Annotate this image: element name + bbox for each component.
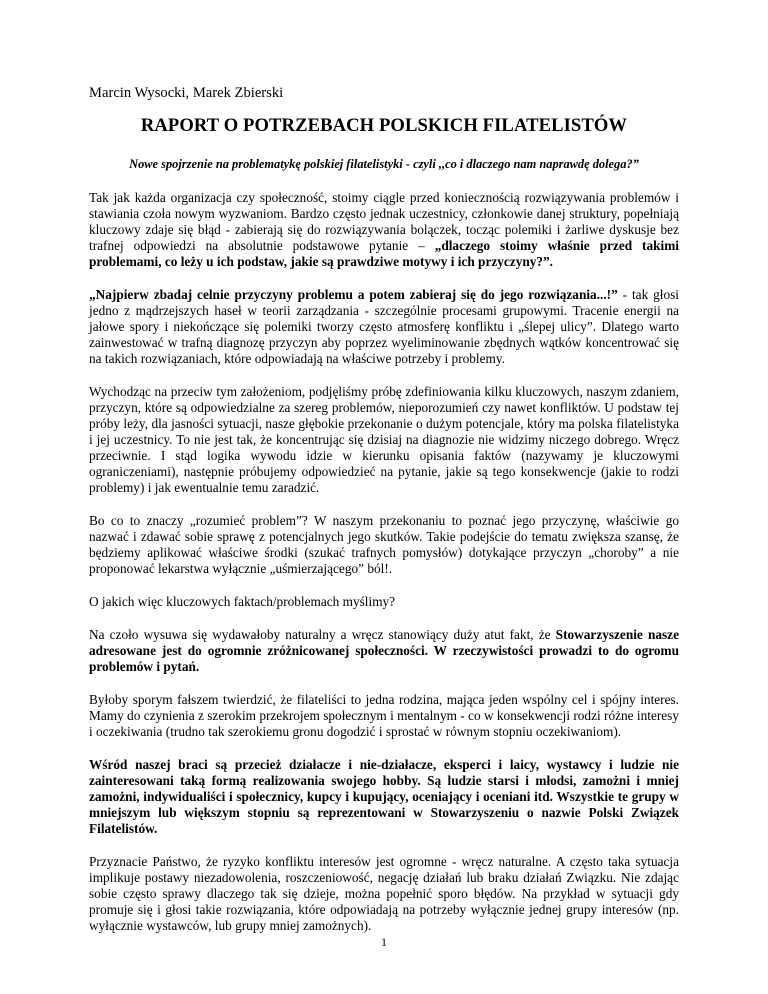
authors-line: Marcin Wysocki, Marek Zbierski <box>89 85 284 101</box>
paragraph-6-bold: Stowarzyszenie nasze adresowane jest do ogromnie zróżnicowanej społeczności. W rzeczywistości prowadzi to do ogromu problemów i pytań. <box>89 627 679 674</box>
paragraph-1 <box>89 190 679 270</box>
page-number: 1 <box>381 935 387 949</box>
paragraph-4: Bo co to znaczy „rozumieć problem”? W naszym przekonaniu to poznać jego przyczynę, właściwie go nazwać i zdawać sobie sprawę z potencjalnych jego skutków. Takie podejście do tematu zwiększa szansę, że będziemy aplikować właściwe środki (szukać trafnych pomysłów) dotykające przyczyn „choroby” a nie proponować lekarstwa wyłącznie „uśmierzającego” ból!. <box>89 513 679 576</box>
paragraph-2-bold: „Najpierw zbadaj celnie przyczyny problemu a potem zabieraj się do jego rozwiązania...!” <box>89 287 618 302</box>
paragraph-1-bold: „dlaczego stoimy właśnie przed takimi problemami, co leży u ich podstaw, jakie są prawdziwe motywy i ich przyczyny?”. <box>89 238 679 269</box>
paragraph-8: Wśród naszej braci są przecież działacze i nie-działacze, eksperci i laicy, wystawcy i ludzie nie zainteresowani taką formą realizowania swojego hobby. Są ludzie starsi i młodsi, zamożni i mniej zamożni, indywidualiści i społecznicy, kupcy i kupujący, oceniający i oceniani itd. Wszystkie te grupy w mniejszym lub większym stopniu są reprezentowani w Stowarzyszeniu o nazwie Polski Związek Filatelistów. <box>89 757 679 836</box>
paragraph-7: Byłoby sporym fałszem twierdzić, że filateliści to jedna rodzina, mająca jeden wspólny cel i spójny interes. Mamy do czynienia z szerokim przekrojem społecznym i mentalnym - co w konsekwencji rodzi różne interesy i oczekiwania (trudno tak szerokiemu gronu dogodzić i sprostać w równym stopniu oczekiwaniom). <box>89 692 679 739</box>
paragraph-9: Przyznacie Państwo, że ryzyko konfliktu interesów jest ogromne - wręcz naturalne. A często taka sytuacja implikuje postawy niezadowolenia, roszczeniowość, negację działań lub braku działań Związku. Nie zdając sobie często sprawy dlaczego tak się dzieje, można popełnić sporo błędów. Na przykład w sytuacji gdy promuje się i głosi takie rozwiązania, które odpowiadają na potrzeby wyłącznie jednej grupy interesów (np. wyłącznie wystawców, lub grupy mniej zamożnych). <box>89 854 679 933</box>
paragraph-6-text: Na czoło wysuwa się wydawałoby naturalny a wręcz stanowiący duży atut fakt, że <box>89 627 556 642</box>
document-title: RAPORT O POTRZEBACH POLSKICH FILATELISTÓW <box>140 115 628 136</box>
paragraph-2 <box>89 287 679 367</box>
paragraph-5: O jakich więc kluczowych faktach/problemach myślimy? <box>89 594 396 609</box>
paragraph-3: Wychodząc na przeciw tym założeniom, podjęliśmy próbę zdefiniowania kilku kluczowych, naszym zdaniem, przyczyn, które są odpowiedzialne za szereg problemów, nieporozumień czy nawet konfliktów. U podstaw tej próby leży, dla jasności sytuacji, nasze głębokie przekonanie o dużym potencjale, który ma polska filatelistyka i jej uczestnicy. To nie jest tak, że koncentrując się dzisiaj na diagnozie nie widzimy niczego dobrego. Wręcz przeciwnie. I stąd logika wywodu idzie w kierunku opisania faktów (nazywamy je kluczowymi ograniczeniami), następnie próbujemy odpowiedzieć na pytanie, jakie są tego konsekwencje (jakie to rodzi problemy) i jak ewentualnie temu zaradzić. <box>89 384 679 495</box>
paragraph-6 <box>89 627 679 675</box>
document-subtitle: Nowe spojrzenie na problematykę polskiej filatelistyki - czyli ,,co i dlaczego nam naprawdę dolega?” <box>129 157 639 171</box>
paragraph-1-text: Tak jak każda organizacja czy społeczność, stoimy ciągle przed koniecznością rozwiązywania problemów i stawiania czoła nowym wyzwaniom. Bardzo często jednak uczestnicy, członkowie danej struktury, popełniają kluczowy zdaje się błąd - zabierają się do rozwiązywania bolączek, tocząc polemiki i żarliwe dyskusje bez trafnej odpowiedzi na absolutnie podstawowe pytanie – <box>89 190 679 253</box>
paragraph-2-text: - tak głosi jedno z mądrzejszych haseł w teorii zarządzania - szczególnie procesami grupowymi. Tracenie energii na jałowe spory i niekończące się polemiki tworzy często atmosferę konfliktu i „ślepej ulicy”. Dlatego warto zainwestować w trafną diagnozę przyczyn aby poprzez wyeliminowanie zbędnych wątków koncentrować się na takich rozwiązaniach, które odpowiadają na właściwe potrzeby i problemy. <box>89 287 679 366</box>
